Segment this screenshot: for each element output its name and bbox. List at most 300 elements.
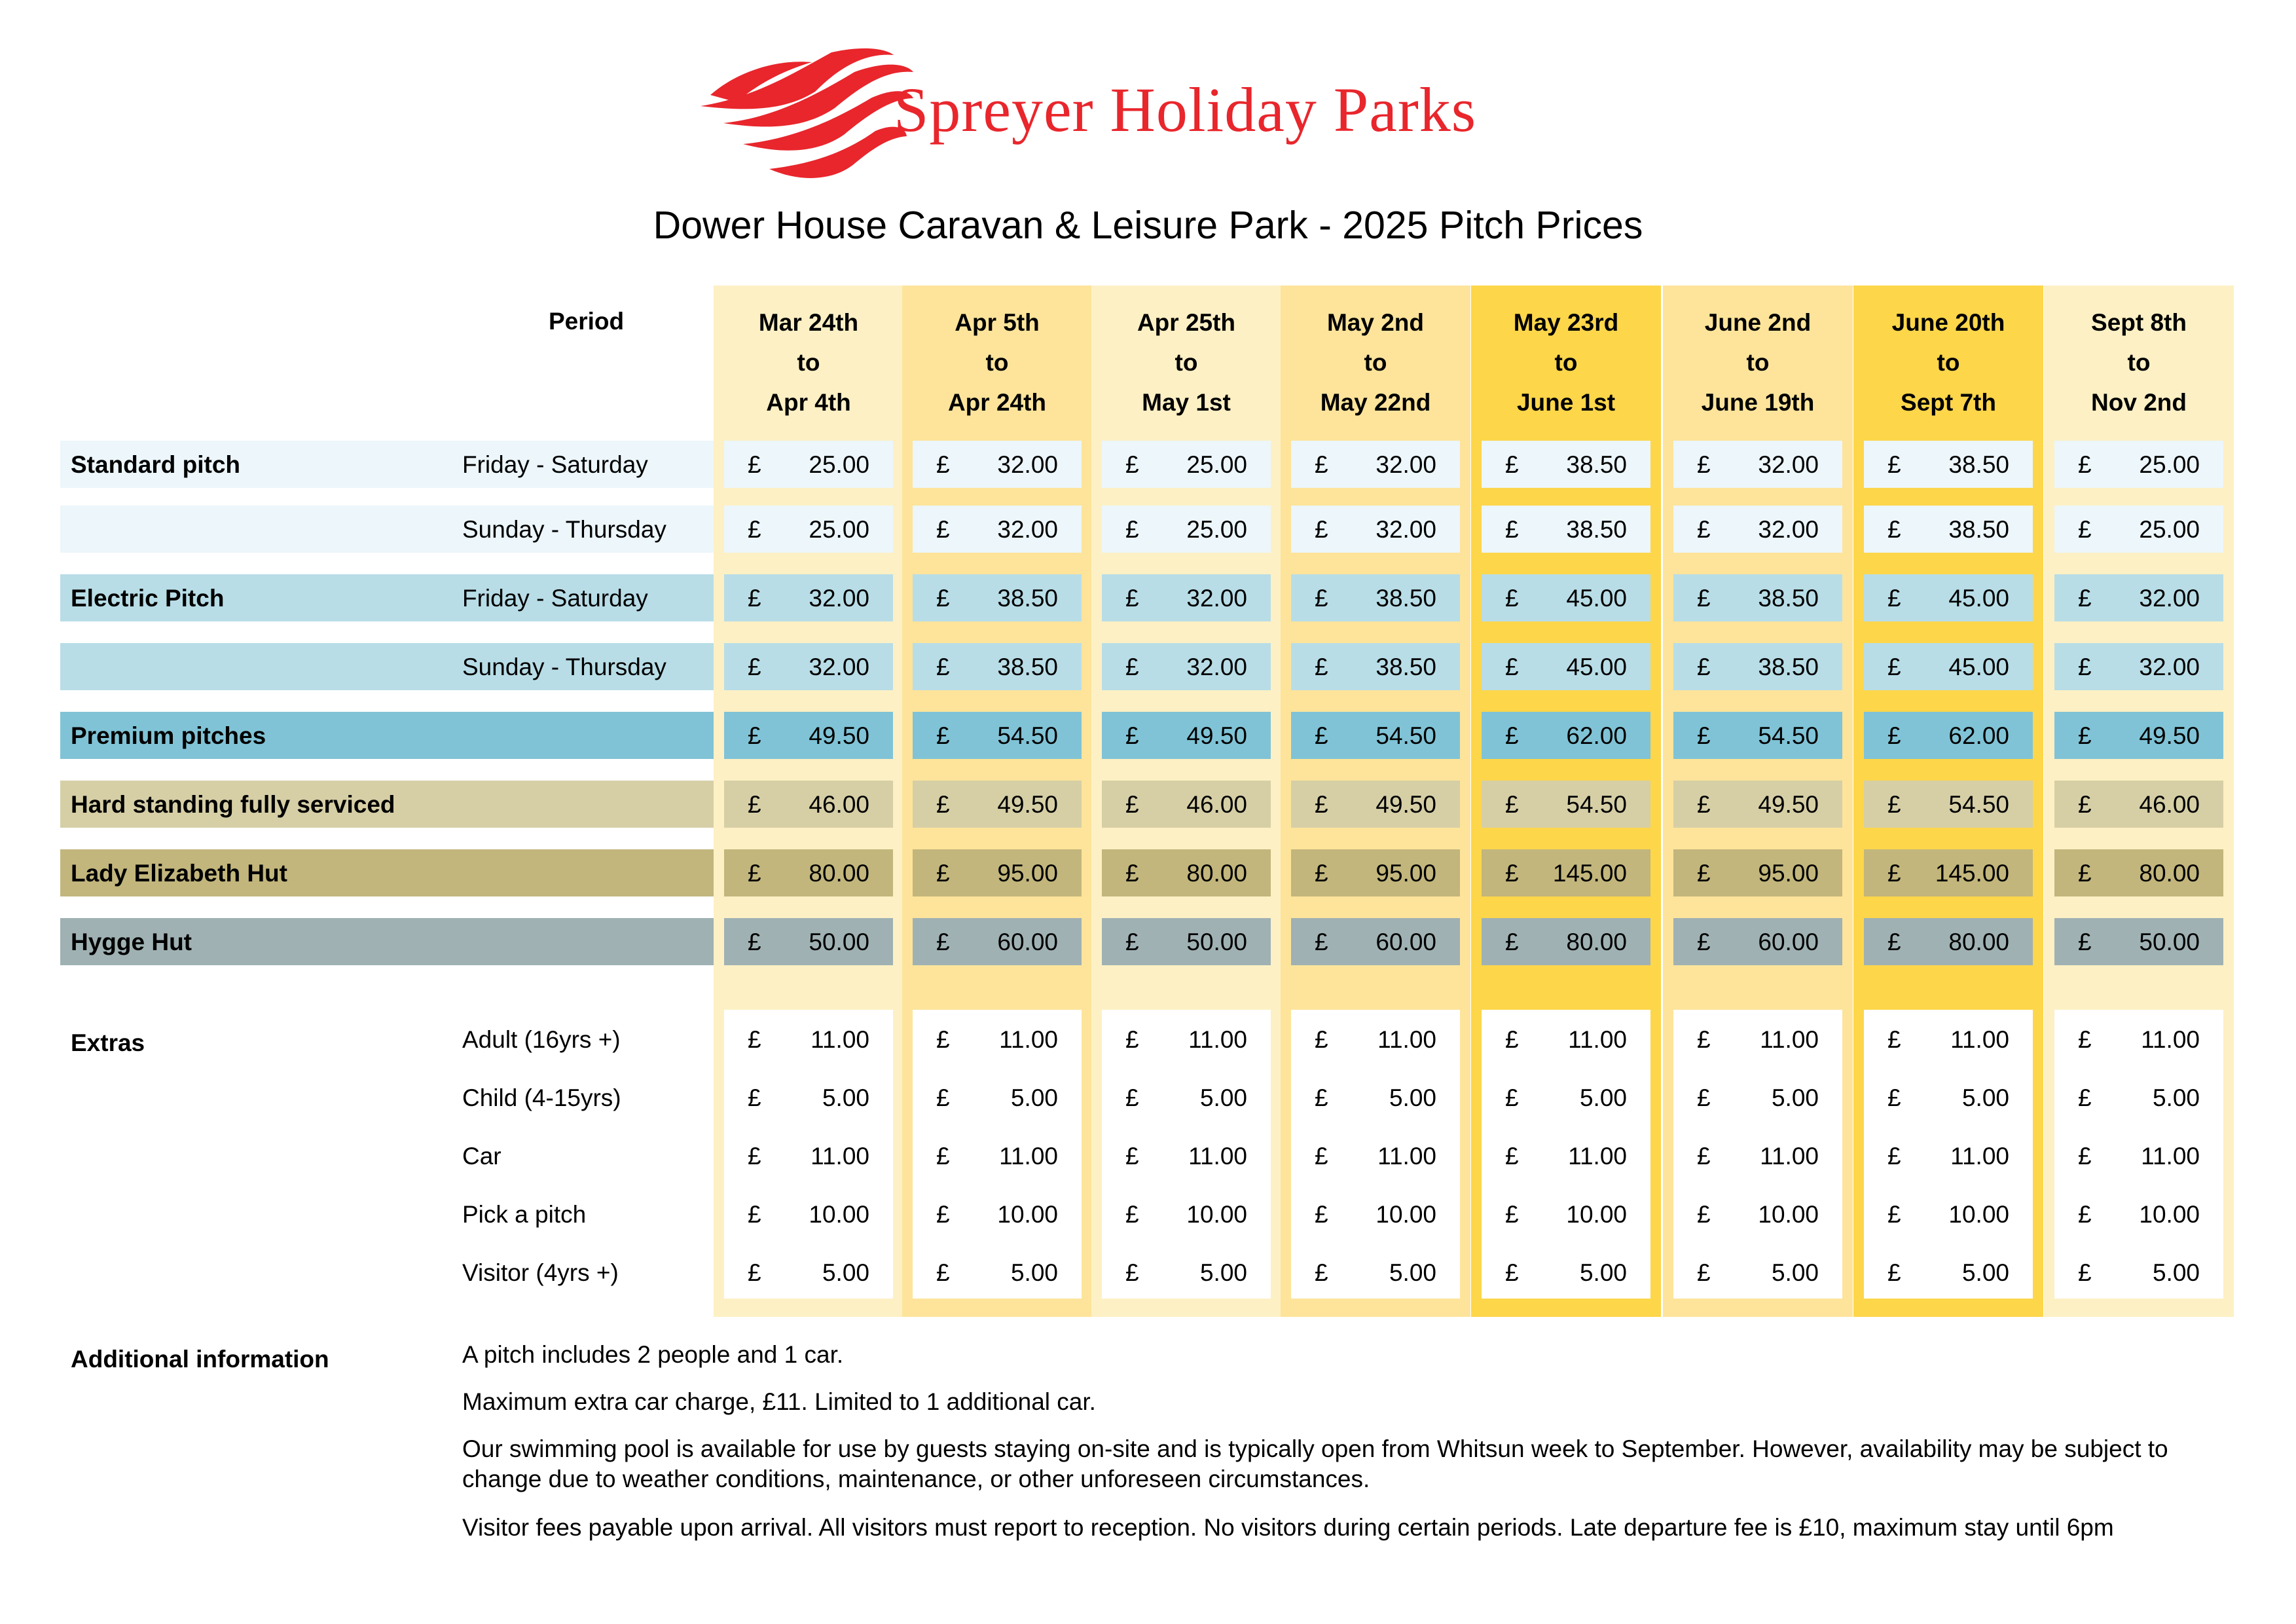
extra-price: 5.00 bbox=[1199, 1084, 1247, 1111]
currency-symbol: £ bbox=[936, 791, 950, 818]
currency-symbol: £ bbox=[1697, 791, 1711, 818]
extra-price: 5.00 bbox=[822, 1259, 869, 1286]
period-header-to-word: to bbox=[1937, 349, 1960, 376]
extra-price: 11.00 bbox=[1188, 1143, 1247, 1170]
price-amount: 25.00 bbox=[1186, 516, 1247, 543]
price-amount: 25.00 bbox=[809, 451, 869, 478]
row-label: Hygge Hut bbox=[71, 929, 192, 955]
price-amount: 45.00 bbox=[1566, 585, 1627, 612]
period-header bbox=[1281, 303, 1470, 422]
extra-price: 11.00 bbox=[1950, 1143, 2009, 1170]
period-header-from: Apr 25th bbox=[1137, 309, 1236, 336]
period-header-to: June 1st bbox=[1516, 389, 1616, 416]
price-cell bbox=[1673, 643, 1842, 690]
extra-price: 11.00 bbox=[1950, 1026, 2009, 1053]
currency-symbol: £ bbox=[1505, 1259, 1519, 1286]
price-cell bbox=[913, 506, 1082, 553]
currency-symbol: £ bbox=[1697, 451, 1711, 478]
price-cell bbox=[1673, 849, 1842, 896]
currency-symbol: £ bbox=[1505, 722, 1519, 749]
price-amount: 32.00 bbox=[1376, 451, 1436, 478]
price-amount: 38.50 bbox=[1758, 654, 1819, 680]
price-amount: 25.00 bbox=[809, 516, 869, 543]
extra-price: 10.00 bbox=[1566, 1201, 1627, 1228]
row-label: Premium pitches bbox=[71, 722, 266, 749]
currency-symbol: £ bbox=[1505, 791, 1519, 818]
currency-symbol: £ bbox=[1697, 1026, 1711, 1053]
currency-symbol: £ bbox=[1125, 860, 1139, 887]
period-header-to: Apr 24th bbox=[947, 389, 1047, 416]
extra-price: 5.00 bbox=[1389, 1259, 1436, 1286]
price-cell bbox=[1102, 781, 1271, 828]
price-amount: 45.00 bbox=[1566, 654, 1627, 680]
price-amount: 145.00 bbox=[1935, 860, 2009, 887]
price-cell bbox=[1864, 781, 2033, 828]
currency-symbol: £ bbox=[2078, 1143, 2092, 1170]
currency-symbol: £ bbox=[1505, 1084, 1519, 1111]
price-amount: 54.50 bbox=[997, 722, 1058, 749]
period-header-to-word: to bbox=[2127, 349, 2151, 376]
extra-price: 11.00 bbox=[1568, 1143, 1627, 1170]
period-header-from: June 20th bbox=[1891, 309, 2005, 336]
price-cell bbox=[1482, 574, 1650, 621]
period-header-from: June 2nd bbox=[1704, 309, 1812, 336]
price-cell bbox=[913, 712, 1082, 759]
currency-symbol: £ bbox=[1887, 860, 1901, 887]
currency-symbol: £ bbox=[936, 1026, 950, 1053]
extra-label: Adult (16yrs +) bbox=[462, 1026, 621, 1053]
extra-price: 5.00 bbox=[1199, 1259, 1247, 1286]
price-cell bbox=[1864, 643, 2033, 690]
price-cell bbox=[2054, 918, 2223, 965]
price-cell bbox=[2054, 712, 2223, 759]
price-cell bbox=[1864, 712, 2033, 759]
currency-symbol: £ bbox=[1125, 1143, 1139, 1170]
currency-symbol: £ bbox=[1315, 860, 1328, 887]
price-cell bbox=[1482, 441, 1650, 488]
currency-symbol: £ bbox=[1887, 451, 1901, 478]
price-amount: 32.00 bbox=[997, 451, 1058, 478]
row-label: Lady Elizabeth Hut bbox=[71, 860, 287, 887]
price-amount: 49.50 bbox=[997, 791, 1058, 818]
currency-symbol: £ bbox=[1887, 722, 1901, 749]
currency-symbol: £ bbox=[2078, 1084, 2092, 1111]
price-cell bbox=[1864, 574, 2033, 621]
price-cell bbox=[2054, 849, 2223, 896]
extra-price: 5.00 bbox=[2152, 1259, 2200, 1286]
info-line-swimming-pool: Our swimming pool is available for use by guests staying on-site and is typically open from Whitsun week to September. However, availability may be subject to change due to weather conditions, maintenance, or other unforeseen circumstances. bbox=[462, 1435, 2168, 1492]
price-cell bbox=[1864, 506, 2033, 553]
price-cell bbox=[1102, 849, 1271, 896]
currency-symbol: £ bbox=[1697, 516, 1711, 543]
currency-symbol: £ bbox=[2078, 1026, 2092, 1053]
price-amount: 32.00 bbox=[997, 516, 1058, 543]
price-amount: 62.00 bbox=[1948, 722, 2009, 749]
currency-symbol: £ bbox=[1505, 1026, 1519, 1053]
currency-symbol: £ bbox=[1505, 654, 1519, 680]
page-title: Dower House Caravan & Leisure Park - 2025 Pitch Prices bbox=[653, 204, 1643, 247]
currency-symbol: £ bbox=[2078, 585, 2092, 612]
extra-price: 10.00 bbox=[1376, 1201, 1436, 1228]
additional-info-label: Additional information bbox=[71, 1346, 329, 1373]
price-amount: 25.00 bbox=[2139, 516, 2200, 543]
price-cell bbox=[913, 441, 1082, 488]
price-amount: 80.00 bbox=[2139, 860, 2200, 887]
currency-symbol: £ bbox=[1697, 1259, 1711, 1286]
price-amount: 80.00 bbox=[1948, 929, 2009, 955]
currency-symbol: £ bbox=[748, 516, 761, 543]
extra-label: Car bbox=[462, 1143, 501, 1170]
extra-label: Child (4-15yrs) bbox=[462, 1084, 621, 1111]
currency-symbol: £ bbox=[936, 722, 950, 749]
price-cell bbox=[1673, 441, 1842, 488]
price-cell bbox=[1864, 918, 2033, 965]
currency-symbol: £ bbox=[2078, 722, 2092, 749]
price-amount: 49.50 bbox=[1186, 722, 1247, 749]
price-cell bbox=[1673, 918, 1842, 965]
currency-symbol: £ bbox=[1887, 1143, 1901, 1170]
currency-symbol: £ bbox=[1505, 516, 1519, 543]
period-header bbox=[902, 303, 1092, 422]
period-header-from: May 2nd bbox=[1326, 309, 1425, 336]
price-cell bbox=[2054, 781, 2223, 828]
price-cell bbox=[1291, 574, 1460, 621]
period-header bbox=[1091, 303, 1281, 422]
currency-symbol: £ bbox=[1125, 722, 1139, 749]
price-amount: 45.00 bbox=[1948, 654, 2009, 680]
extra-price: 11.00 bbox=[811, 1026, 869, 1053]
period-header-to-word: to bbox=[1554, 349, 1578, 376]
price-cell bbox=[1291, 506, 1460, 553]
currency-symbol: £ bbox=[1505, 451, 1519, 478]
currency-symbol: £ bbox=[1315, 1201, 1328, 1228]
extra-price: 11.00 bbox=[1760, 1143, 1819, 1170]
currency-symbol: £ bbox=[2078, 1259, 2092, 1286]
price-cell bbox=[1102, 441, 1271, 488]
currency-symbol: £ bbox=[1315, 791, 1328, 818]
currency-symbol: £ bbox=[936, 1084, 950, 1111]
price-cell bbox=[2054, 574, 2223, 621]
price-amount: 80.00 bbox=[1566, 929, 1627, 955]
price-amount: 38.50 bbox=[1758, 585, 1819, 612]
period-header bbox=[1471, 303, 1661, 422]
price-cell bbox=[724, 781, 893, 828]
extra-price: 5.00 bbox=[1771, 1084, 1819, 1111]
price-cell bbox=[724, 506, 893, 553]
currency-symbol: £ bbox=[1125, 1026, 1139, 1053]
price-cell bbox=[1102, 918, 1271, 965]
price-cell bbox=[1482, 918, 1650, 965]
price-amount: 38.50 bbox=[1566, 516, 1627, 543]
price-amount: 38.50 bbox=[1566, 451, 1627, 478]
price-amount: 38.50 bbox=[1948, 451, 2009, 478]
currency-symbol: £ bbox=[1315, 1143, 1328, 1170]
price-cell bbox=[1482, 506, 1650, 553]
price-amount: 95.00 bbox=[997, 860, 1058, 887]
currency-symbol: £ bbox=[748, 1084, 761, 1111]
price-amount: 54.50 bbox=[1566, 791, 1627, 818]
period-header-from: May 23rd bbox=[1513, 309, 1619, 336]
period-header-to-word: to bbox=[1746, 349, 1770, 376]
price-cell bbox=[724, 643, 893, 690]
currency-symbol: £ bbox=[2078, 1201, 2092, 1228]
price-amount: 25.00 bbox=[2139, 451, 2200, 478]
currency-symbol: £ bbox=[1125, 791, 1139, 818]
currency-symbol: £ bbox=[1315, 585, 1328, 612]
currency-symbol: £ bbox=[936, 585, 950, 612]
currency-symbol: £ bbox=[1697, 1201, 1711, 1228]
extra-price: 10.00 bbox=[997, 1201, 1058, 1228]
info-line-pitch-includes: A pitch includes 2 people and 1 car. bbox=[462, 1341, 844, 1368]
price-amount: 45.00 bbox=[1948, 585, 2009, 612]
price-amount: 50.00 bbox=[2139, 929, 2200, 955]
price-cell bbox=[1291, 643, 1460, 690]
price-cell bbox=[1102, 574, 1271, 621]
price-amount: 32.00 bbox=[1758, 451, 1819, 478]
period-header-to: Apr 4th bbox=[766, 389, 851, 416]
price-cell bbox=[1673, 712, 1842, 759]
row-day-range: Friday - Saturday bbox=[462, 451, 648, 478]
price-cell bbox=[913, 781, 1082, 828]
price-cell bbox=[913, 849, 1082, 896]
price-amount: 54.50 bbox=[1948, 791, 2009, 818]
price-cell bbox=[1102, 643, 1271, 690]
price-cell bbox=[1291, 781, 1460, 828]
price-cell bbox=[724, 574, 893, 621]
row-day-range: Sunday - Thursday bbox=[462, 516, 666, 543]
currency-symbol: £ bbox=[748, 1026, 761, 1053]
extra-price: 5.00 bbox=[1579, 1084, 1627, 1111]
price-cell bbox=[1482, 712, 1650, 759]
info-line-visitor-fees: Visitor fees payable upon arrival. All visitors must report to reception. No visitors during certain periods. Late departure fee is £10, maximum stay until 6pm bbox=[462, 1514, 2114, 1541]
currency-symbol: £ bbox=[1125, 585, 1139, 612]
price-amount: 50.00 bbox=[809, 929, 869, 955]
currency-symbol: £ bbox=[1697, 860, 1711, 887]
price-cell bbox=[2054, 441, 2223, 488]
price-amount: 145.00 bbox=[1552, 860, 1627, 887]
period-header-to: May 1st bbox=[1142, 389, 1231, 416]
price-cell bbox=[2054, 506, 2223, 553]
currency-symbol: £ bbox=[2078, 516, 2092, 543]
period-header-to: June 19th bbox=[1701, 389, 1815, 416]
currency-symbol: £ bbox=[1505, 1143, 1519, 1170]
price-cell bbox=[1673, 574, 1842, 621]
currency-symbol: £ bbox=[1315, 722, 1328, 749]
price-amount: 95.00 bbox=[1758, 860, 1819, 887]
extra-price: 10.00 bbox=[1948, 1201, 2009, 1228]
currency-symbol: £ bbox=[2078, 451, 2092, 478]
period-header-to-word: to bbox=[1175, 349, 1198, 376]
currency-symbol: £ bbox=[1125, 1084, 1139, 1111]
currency-symbol: £ bbox=[1887, 1084, 1901, 1111]
price-cell bbox=[724, 712, 893, 759]
period-header bbox=[1853, 303, 2043, 422]
period-header-to-word: to bbox=[985, 349, 1009, 376]
currency-symbol: £ bbox=[1887, 585, 1901, 612]
price-amount: 62.00 bbox=[1566, 722, 1627, 749]
price-amount: 49.50 bbox=[1758, 791, 1819, 818]
currency-symbol: £ bbox=[2078, 860, 2092, 887]
currency-symbol: £ bbox=[748, 451, 761, 478]
price-amount: 38.50 bbox=[1948, 516, 2009, 543]
price-cell bbox=[1482, 643, 1650, 690]
currency-symbol: £ bbox=[936, 1143, 950, 1170]
extra-price: 11.00 bbox=[999, 1143, 1058, 1170]
currency-symbol: £ bbox=[1315, 929, 1328, 955]
period-header-to-word: to bbox=[797, 349, 820, 376]
price-amount: 32.00 bbox=[1186, 654, 1247, 680]
price-cell bbox=[724, 849, 893, 896]
price-cell bbox=[913, 574, 1082, 621]
extras-label: Extras bbox=[71, 1029, 145, 1056]
extra-price: 10.00 bbox=[1758, 1201, 1819, 1228]
extra-label: Visitor (4yrs +) bbox=[462, 1259, 619, 1286]
extra-price: 5.00 bbox=[1579, 1259, 1627, 1286]
currency-symbol: £ bbox=[1315, 1026, 1328, 1053]
price-cell bbox=[2054, 643, 2223, 690]
price-cell bbox=[1482, 849, 1650, 896]
price-amount: 60.00 bbox=[1758, 929, 1819, 955]
period-header-from: Sept 8th bbox=[2091, 309, 2187, 336]
price-cell bbox=[1291, 918, 1460, 965]
currency-symbol: £ bbox=[748, 791, 761, 818]
currency-symbol: £ bbox=[1315, 654, 1328, 680]
price-cell bbox=[1673, 781, 1842, 828]
currency-symbol: £ bbox=[1697, 654, 1711, 680]
extra-price: 5.00 bbox=[1010, 1259, 1058, 1286]
currency-symbol: £ bbox=[1315, 451, 1328, 478]
price-cell bbox=[1102, 506, 1271, 553]
extra-price: 5.00 bbox=[1961, 1084, 2009, 1111]
extra-price: 10.00 bbox=[809, 1201, 869, 1228]
brand-name: Spreyer Holiday Parks bbox=[894, 75, 1477, 145]
currency-symbol: £ bbox=[1887, 1259, 1901, 1286]
currency-symbol: £ bbox=[748, 860, 761, 887]
price-amount: 54.50 bbox=[1376, 722, 1436, 749]
row-label: Standard pitch bbox=[71, 451, 241, 478]
price-amount: 49.50 bbox=[2139, 722, 2200, 749]
period-header-to: May 22nd bbox=[1320, 389, 1431, 416]
price-amount: 38.50 bbox=[1376, 585, 1436, 612]
price-amount: 32.00 bbox=[2139, 585, 2200, 612]
currency-symbol: £ bbox=[1887, 791, 1901, 818]
currency-symbol: £ bbox=[1315, 516, 1328, 543]
currency-symbol: £ bbox=[2078, 654, 2092, 680]
currency-symbol: £ bbox=[1887, 1201, 1901, 1228]
extra-price: 11.00 bbox=[1377, 1143, 1436, 1170]
price-cell bbox=[1102, 712, 1271, 759]
price-amount: 38.50 bbox=[997, 585, 1058, 612]
currency-symbol: £ bbox=[1125, 516, 1139, 543]
period-header-label: Period bbox=[549, 308, 625, 335]
price-amount: 46.00 bbox=[809, 791, 869, 818]
period-header bbox=[2044, 303, 2234, 422]
price-amount: 49.50 bbox=[1376, 791, 1436, 818]
price-amount: 80.00 bbox=[809, 860, 869, 887]
currency-symbol: £ bbox=[936, 654, 950, 680]
currency-symbol: £ bbox=[1697, 585, 1711, 612]
price-amount: 38.50 bbox=[997, 654, 1058, 680]
period-header bbox=[714, 303, 903, 422]
period-header-to-word: to bbox=[1364, 349, 1387, 376]
currency-symbol: £ bbox=[1697, 722, 1711, 749]
currency-symbol: £ bbox=[1505, 860, 1519, 887]
row-label: Electric Pitch bbox=[71, 585, 225, 612]
price-amount: 32.00 bbox=[1376, 516, 1436, 543]
currency-symbol: £ bbox=[1315, 1084, 1328, 1111]
extra-price: 11.00 bbox=[999, 1026, 1058, 1053]
extra-price: 5.00 bbox=[2152, 1084, 2200, 1111]
currency-symbol: £ bbox=[748, 1143, 761, 1170]
currency-symbol: £ bbox=[1887, 1026, 1901, 1053]
currency-symbol: £ bbox=[1125, 654, 1139, 680]
price-cell bbox=[1864, 849, 2033, 896]
price-amount: 32.00 bbox=[809, 654, 869, 680]
extra-price: 5.00 bbox=[822, 1084, 869, 1111]
price-cell bbox=[1673, 506, 1842, 553]
currency-symbol: £ bbox=[1125, 451, 1139, 478]
currency-symbol: £ bbox=[1887, 929, 1901, 955]
price-amount: 25.00 bbox=[1186, 451, 1247, 478]
price-amount: 50.00 bbox=[1186, 929, 1247, 955]
extra-price: 11.00 bbox=[1377, 1026, 1436, 1053]
extra-price: 11.00 bbox=[1568, 1026, 1627, 1053]
currency-symbol: £ bbox=[1315, 1259, 1328, 1286]
currency-symbol: £ bbox=[936, 451, 950, 478]
currency-symbol: £ bbox=[748, 1259, 761, 1286]
extra-price: 11.00 bbox=[2141, 1143, 2200, 1170]
price-cell bbox=[724, 918, 893, 965]
price-amount: 32.00 bbox=[809, 585, 869, 612]
extra-price: 11.00 bbox=[1760, 1026, 1819, 1053]
price-cell bbox=[1864, 441, 2033, 488]
currency-symbol: £ bbox=[936, 1259, 950, 1286]
price-cell bbox=[1482, 781, 1650, 828]
price-cell bbox=[1291, 441, 1460, 488]
price-amount: 46.00 bbox=[1186, 791, 1247, 818]
price-cell bbox=[1291, 849, 1460, 896]
currency-symbol: £ bbox=[936, 929, 950, 955]
currency-symbol: £ bbox=[1887, 516, 1901, 543]
currency-symbol: £ bbox=[1505, 585, 1519, 612]
row-day-range: Friday - Saturday bbox=[462, 585, 648, 612]
extra-price: 11.00 bbox=[2141, 1026, 2200, 1053]
period-header-to: Sept 7th bbox=[1901, 389, 1996, 416]
row-label: Hard standing fully serviced bbox=[71, 791, 395, 818]
currency-symbol: £ bbox=[2078, 929, 2092, 955]
currency-symbol: £ bbox=[1697, 929, 1711, 955]
currency-symbol: £ bbox=[748, 585, 761, 612]
currency-symbol: £ bbox=[1697, 1084, 1711, 1111]
price-cell bbox=[1291, 712, 1460, 759]
extra-label: Pick a pitch bbox=[462, 1201, 587, 1228]
currency-symbol: £ bbox=[1697, 1143, 1711, 1170]
price-amount: 95.00 bbox=[1376, 860, 1436, 887]
extra-price: 5.00 bbox=[1010, 1084, 1058, 1111]
price-cell bbox=[724, 441, 893, 488]
currency-symbol: £ bbox=[748, 1201, 761, 1228]
currency-symbol: £ bbox=[2078, 791, 2092, 818]
period-header bbox=[1663, 303, 1853, 422]
price-amount: 60.00 bbox=[1376, 929, 1436, 955]
price-amount: 32.00 bbox=[1758, 516, 1819, 543]
extra-price: 5.00 bbox=[1961, 1259, 2009, 1286]
extra-price: 5.00 bbox=[1771, 1259, 1819, 1286]
price-amount: 32.00 bbox=[2139, 654, 2200, 680]
currency-symbol: £ bbox=[1125, 1259, 1139, 1286]
currency-symbol: £ bbox=[936, 1201, 950, 1228]
currency-symbol: £ bbox=[1125, 1201, 1139, 1228]
